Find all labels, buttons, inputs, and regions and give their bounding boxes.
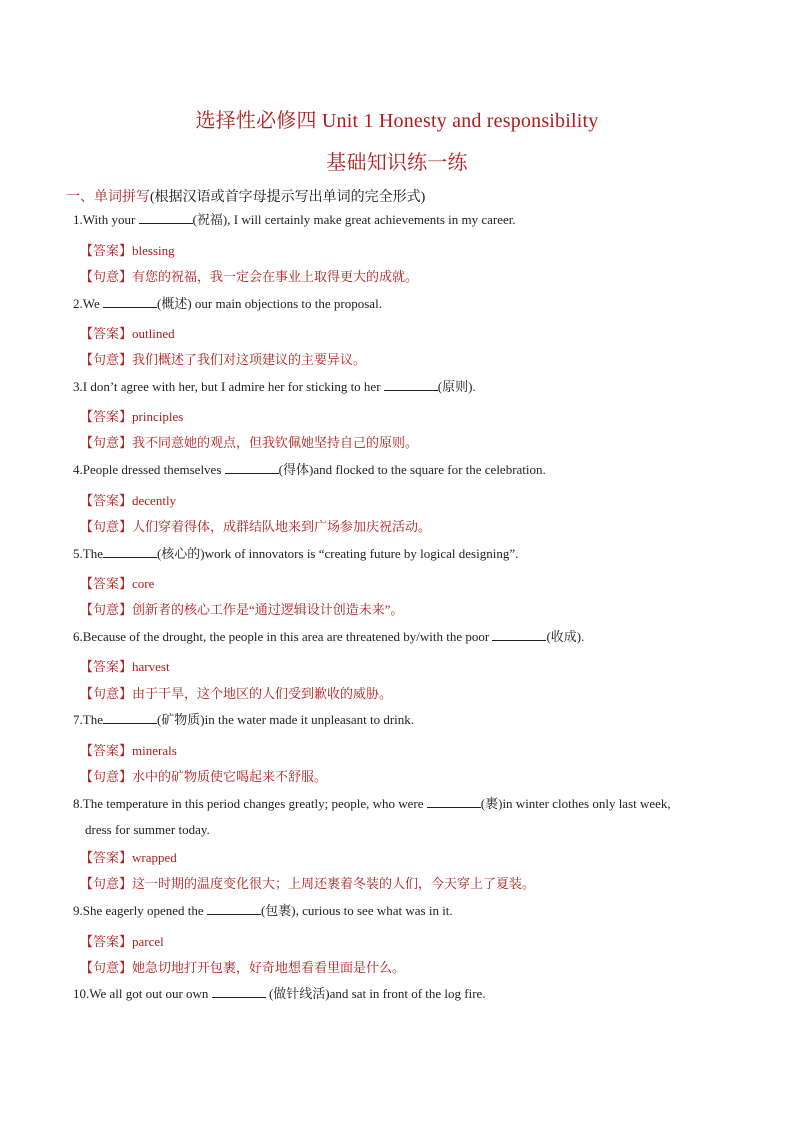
answer-6: 【答案】harvest bbox=[80, 659, 170, 674]
question-5: 5.The (核心的)work of innovators is “creating future by logical designing”. bbox=[73, 546, 519, 561]
page-subtitle: 基础知识练一练 bbox=[326, 152, 468, 174]
question-6: 6.Because of the drought, the people in this area are threatened by/with the poor (收成). bbox=[73, 629, 585, 644]
answer-blank bbox=[384, 378, 438, 391]
answer-blank bbox=[103, 545, 157, 558]
meaning-7: 【句意】水中的矿物质使它喝起来不舒服。 bbox=[80, 769, 328, 784]
meaning-4: 【句意】人们穿着得体，成群结队地来到广场参加庆祝活动。 bbox=[80, 519, 432, 534]
answer-blank bbox=[139, 211, 193, 224]
meaning-9: 【句意】她急切地打开包裹，好奇地想看看里面是什么。 bbox=[80, 960, 406, 975]
section-heading bbox=[66, 186, 425, 206]
answer-1: 【答案】blessing bbox=[80, 243, 175, 258]
answer-2: 【答案】outlined bbox=[80, 326, 175, 341]
meaning-6: 【句意】由于干旱，这个地区的人们受到歉收的威胁。 bbox=[80, 686, 393, 701]
answer-blank bbox=[103, 711, 157, 724]
question-9: 9.She eagerly opened the (包裹), curious to see what was in it. bbox=[73, 903, 453, 918]
answer-8: 【答案】wrapped bbox=[80, 850, 177, 865]
meaning-2: 【句意】我们概述了我们对这项建议的主要异议。 bbox=[80, 352, 367, 367]
answer-blank bbox=[225, 461, 279, 474]
answer-7: 【答案】minerals bbox=[80, 743, 177, 758]
question-4: 4.People dressed themselves (得体)and flocked to the square for the celebration. bbox=[73, 462, 546, 477]
answer-blank bbox=[212, 985, 266, 998]
meaning-1: 【句意】有您的祝福，我一定会在事业上取得更大的成就。 bbox=[80, 269, 419, 284]
section-prefix: 一、单词拼写 bbox=[66, 190, 150, 205]
meaning-5: 【句意】创新者的核心工作是“通过逻辑设计创造未来”。 bbox=[80, 602, 404, 617]
question-8-continuation: dress for summer today. bbox=[85, 822, 210, 837]
meaning-8: 【句意】这一时期的温度变化很大；上周还裹着冬装的人们，今天穿上了夏装。 bbox=[80, 876, 536, 891]
answer-4: 【答案】decently bbox=[80, 493, 177, 508]
answer-3: 【答案】principles bbox=[80, 409, 184, 424]
answer-9: 【答案】parcel bbox=[80, 934, 164, 949]
page-title: 选择性必修四 Unit 1 Honesty and responsibility bbox=[195, 110, 599, 132]
question-8: 8.The temperature in this period changes greatly; people, who were (裹)in winter clothes only last week, bbox=[73, 796, 671, 811]
question-10: 10.We all got out our own (做针线活)and sat in front of the log fire. bbox=[73, 986, 486, 1001]
answer-5: 【答案】core bbox=[80, 576, 155, 591]
question-2: 2.We (概述) our main objections to the proposal. bbox=[73, 296, 382, 311]
answer-blank bbox=[103, 295, 157, 308]
question-7: 7.The (矿物质)in the water made it unpleasant to drink. bbox=[73, 712, 415, 727]
answer-blank bbox=[492, 628, 546, 641]
section-instruction: (根据汉语或首字母提示写出单词的完全形式) bbox=[150, 190, 426, 205]
question-3: 3.I don’t agree with her, but I admire her for sticking to her (原则). bbox=[73, 379, 476, 394]
question-1: 1.With your (祝福), I will certainly make great achievements in my career. bbox=[73, 212, 516, 227]
answer-blank bbox=[427, 795, 481, 808]
answer-blank bbox=[207, 902, 261, 915]
meaning-3: 【句意】我不同意她的观点，但我钦佩她坚持自己的原则。 bbox=[80, 435, 419, 450]
